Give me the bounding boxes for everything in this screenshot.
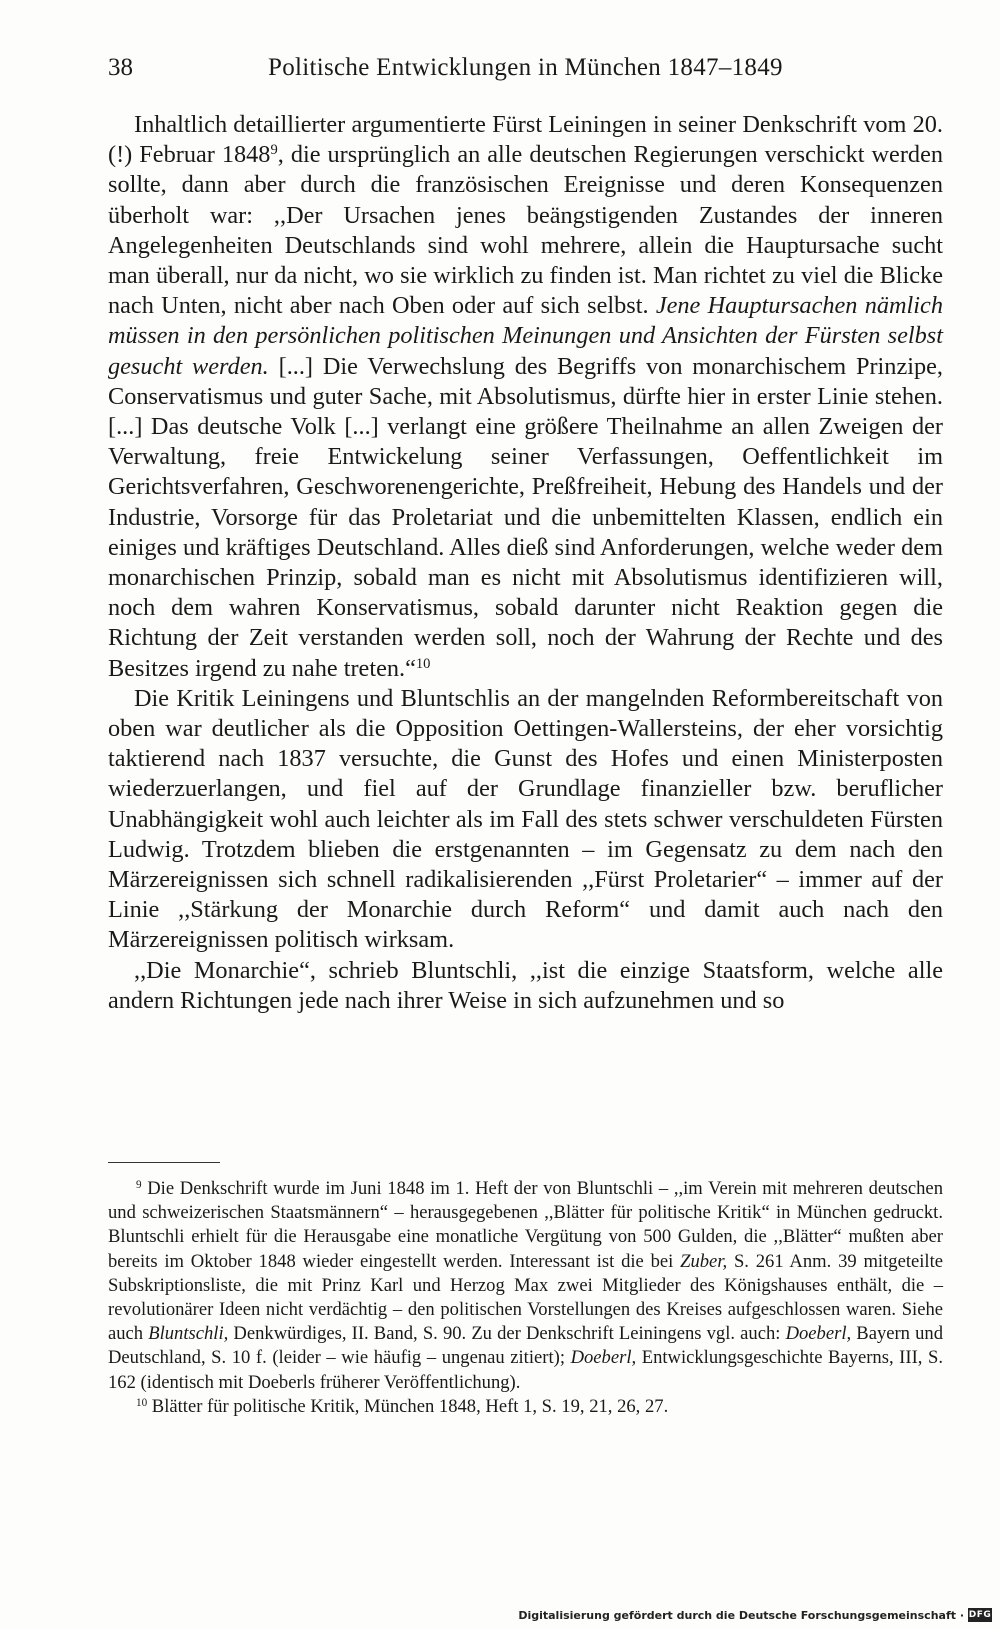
- digitization-credit-text: Digitalisierung gefördert durch die Deutsche Forschungsgemeinschaft ·: [518, 1608, 964, 1622]
- paragraph-1: [108, 110, 943, 684]
- paragraph-2: Die Kritik Leiningens und Bluntschlis an der mangelnden Reformbereitschaft von oben war deutlicher als die Opposition Oettingen-Wallersteins, der eher vorsichtig taktierend nach 1837 versuchte, die Gunst des Hofes und einen Ministerposten wiederzuerlangen, und fiel auf der Grundlage finanzieller bzw. beruflicher Unabhängigkeit wohl auch leichter als im Fall des stets schwer verschuldeten Fürsten Ludwig. Trotzdem blieben die erstgenannten – im Gegensatz zu dem nach den Märzereignissen sich schnell radikalisierenden ,,Fürst Proletarier“ – immer auf der Linie ,,Stärkung der Monarchie durch Reform“ und damit auch nach den Märzereignissen politisch wirksam.: [108, 684, 943, 954]
- digitization-credit-bar: [518, 1606, 992, 1624]
- main-text: [108, 110, 943, 1016]
- paragraph-3: ,,Die Monarchie“, schrieb Bluntschli, ,,ist die einzige Staatsform, welche alle andern Richtungen jede nach ihrer Weise in sich aufzunehmen und so: [108, 956, 943, 1014]
- footnote-ref-9: 9: [270, 142, 278, 159]
- running-header: [108, 50, 943, 86]
- footnote-separator: [108, 1162, 220, 1163]
- paragraph-1-text-c: [...] Die Verwechslung des Begriffs von monarchischem Prinzipe, Conservatismus und guter Sache, mit Absolutismus, dürfte hier in erster Linie stehen. [...] Das deutsche Volk [...] verlangt eine größere Theilnahme an allen Zweigen der Verwaltung, freie Entwickelung seiner Verfassungen, Oeffentlichkeit im Gerichtsverfahren, Geschworenengerichte, Preßfreiheit, Hebung des Handels und der Industrie, Vorsorge für das Proletariat und die unbemittelten Klassen, endlich ein einiges und kräftiges Deutschland. Alles dieß sind Anforderungen, welche weder dem monarchischen Prinzip, sobald man es nicht mit Absolutismus identifizieren will, noch dem wahren Konservatismus, sobald darunter nicht Reaktion gegen die Richtung der Zeit verstanden werden soll, noch der Wahrung der Rechte und des Besitzes irgend zu nahe treten.“: [108, 352, 943, 682]
- footnote-9-text-d: Bayern und Deutschland, S. 10 f. (leider – wie häufig – ungenau zitiert);: [108, 1323, 943, 1369]
- footnote-9-text-b: S. 261 Anm. 39 mitgeteilte Subskriptionsliste, die mit Prinz Karl und Herzog Max zwei Mitglieder des Königshauses enthält, die – revolutionärer Ideen nicht verdächtig – den politischen Vorstellungen des Kreises aufgeschlossen waren. Siehe auch: [108, 1250, 943, 1345]
- paragraph-1-text-b: , die ursprünglich an alle deutschen Regierungen verschickt werden sollte, dann aber durch die französischen Ereignisse und deren Konsequenzen überholt war: ,,Der Ursachen jenes beängstigenden Zustandes der inneren Angelegenheiten Deutschlands sind wohl mehrere, allein die Hauptursache sucht man überall, nur da nicht, wo sie wirklich zu finden ist. Man richtet zu viel die Blicke nach Unten, nicht aber nach Oben oder auf sich selbst.: [108, 141, 944, 320]
- footnote-9-author-doeberl-1: Doeberl,: [785, 1323, 852, 1345]
- paragraph-1-italic-quote: Jene Hauptursachen nämlich müssen in den persönlichen politischen Meinungen und Ansichten der Fürsten selbst gesucht werden.: [108, 292, 943, 380]
- footnote-10: [108, 1395, 943, 1419]
- page-number: 38: [108, 54, 133, 81]
- running-title: Politische Entwicklungen in München 1847–1849: [268, 54, 783, 81]
- footnotes: [108, 1177, 943, 1419]
- footnote-9-text-e: Entwicklungsgeschichte Bayerns, III, S. 162 (identisch mit Doeberls früherer Veröffentlichung).: [108, 1347, 943, 1393]
- footnote-9-mark: 9: [136, 1178, 142, 1191]
- footnote-10-mark: 10: [136, 1396, 148, 1409]
- footnote-9-text-a: Die Denkschrift wurde im Juni 1848 im 1. Heft der von Bluntschli – ,,im Verein mit mehreren deutschen und schweizerischen Staatsmännern“ – herausgegebenen ,,Blätter für politische Kritik“ in München gedruckt. Bluntschli erhielt für die Herausgabe eine monatliche Vergütung von 500 Gulden, die ,,Blätter“ mußten aber bereits im Oktober 1848 wieder eingestellt werden. Interessant ist die bei: [108, 1178, 943, 1272]
- footnote-9-author-bluntschli: Bluntschli,: [148, 1323, 229, 1345]
- footnote-9-author-zuber: Zuber,: [680, 1250, 728, 1272]
- footnote-ref-10: 10: [415, 655, 431, 672]
- footnote-9-author-doeberl-2: Doeberl,: [570, 1347, 637, 1369]
- footnote-9: [108, 1177, 943, 1395]
- footnote-10-text: Blätter für politische Kritik, München 1848, Heft 1, S. 19, 21, 26, 27.: [147, 1395, 669, 1417]
- footnote-9-text-c: Denkwürdiges, II. Band, S. 90. Zu der Denkschrift Leiningens vgl. auch:: [228, 1323, 786, 1345]
- paragraph-1-text-a: Inhaltlich detaillierter argumentierte Fürst Leiningen in seiner Denkschrift vom 20. (!) Februar 1848: [108, 111, 943, 169]
- dfg-logo-icon: DFG: [968, 1610, 992, 1620]
